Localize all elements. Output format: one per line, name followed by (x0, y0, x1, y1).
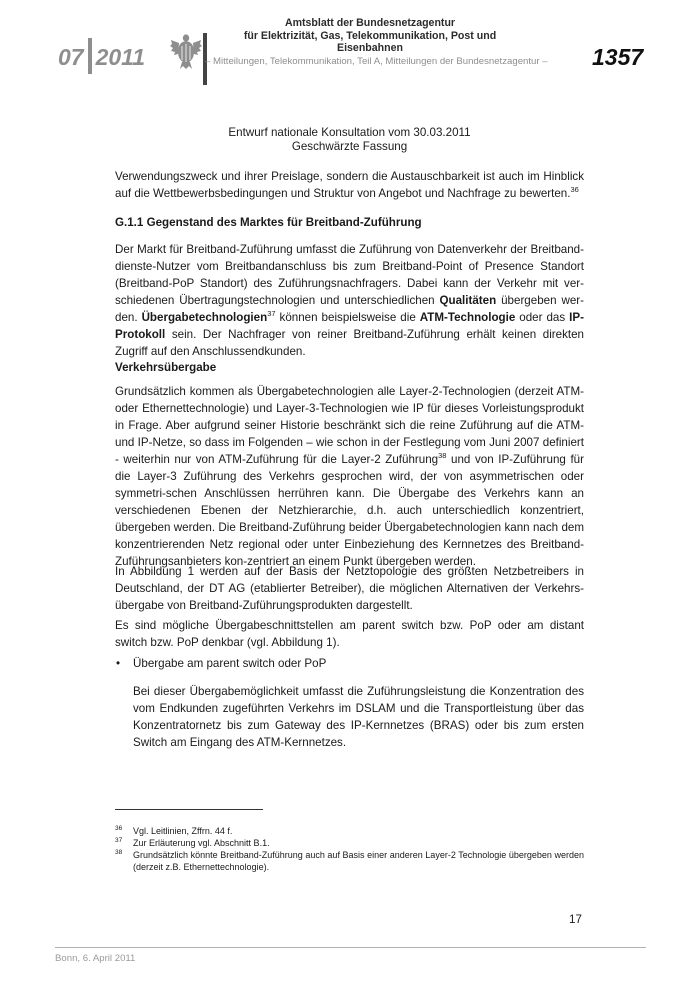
footnote-number: 36 (115, 825, 123, 832)
term-qualitaeten: Qualitäten (439, 294, 497, 307)
subheading-verkehrsuebergabe: Verkehrsübergabe (115, 361, 217, 374)
footnote-36 (115, 826, 584, 838)
bullet-symbol: • (116, 657, 121, 670)
parent-switch-paragraph: Bei dieser Übergabemöglichkeit umfasst die Zuführungsleistung die Konzentration des vom Endkunden zugeführten Verkehrs im DSLAM und die Transportleistung über das Konzentratornetz bis zum Gateway des IP-Kernnetzes (BRAS) oder bis zum ersten Switch am Eingang des ATM-Kernnetzes. (133, 685, 584, 749)
footer-date: Bonn, 6. April 2011 (55, 953, 136, 964)
footnote-text: Zur Erläuterung vgl. Abschnitt B.1. (133, 838, 270, 848)
intro-paragraph: Verwendungszweck und ihrer Preislage, sondern die Austauschbarkeit ist auch im Hinblick auf die Wettbewerbsbedingungen und Struktur von Angebot und Nachfrage zu bewerten.$^{36}$ (115, 170, 584, 200)
footer-divider (55, 947, 646, 948)
issue-year: 2011 (95, 44, 146, 71)
footnote-divider (115, 809, 263, 810)
gazette-subtitle: – Mitteilungen, Telekommunikation, Teil A, Mitteilungen der Bundesnetzagentur – (205, 56, 548, 67)
term-atm-technologie: ATM-Technologie (419, 311, 516, 324)
figure-paragraph: In Abbildung 1 werden auf der Basis der Netztopologie des größten Netzbetreibers in Deutschland, der DT AG (etablierter Betreiber), die möglichen Alternativen der Verkehrs-übergabe von Breitband-Zuführungsprodukten dargestellt. (115, 565, 584, 612)
footnote-ref-36: 36 (570, 185, 579, 194)
interfaces-paragraph: Es sind mögliche Übergabeschnittstellen am parent switch bzw. PoP oder am distant switch bzw. PoP denkbar (vgl. Abbildung 1). (115, 619, 584, 649)
draft-notice-line1: Entwurf nationale Konsultation vom 30.03.2011 (228, 126, 471, 139)
footnote-37 (115, 838, 584, 850)
bullet-item: Übergabe am parent switch oder PoP (133, 657, 327, 670)
gazette-title-line2: für Elektrizität, Gas, Telekommunikation, Post und Eisenbahnen (243, 29, 497, 54)
footnote-ref-37: 37 (267, 309, 276, 318)
draft-notice (115, 126, 584, 154)
gazette-page-number: 1357 (592, 44, 644, 70)
footnote-number: 37 (115, 837, 123, 844)
section-heading: G.1.1 Gegenstand des Marktes für Breitband-Zuführung (115, 216, 422, 229)
issue-separator (88, 38, 92, 74)
gazette-title-line1: Amtsblatt der Bundesnetzagentur (284, 17, 456, 29)
issue-label (58, 44, 145, 74)
federal-eagle-icon (170, 32, 202, 70)
draft-notice-line2: Geschwärzte Fassung (291, 140, 408, 153)
issue-number: 07 (58, 44, 84, 71)
footnote-text: Vgl. Leitlinien, Zffrn. 44 f. (133, 826, 233, 836)
footnote-38 (115, 850, 584, 873)
document-page-number: 17 (569, 913, 582, 926)
market-paragraph: Der Markt für Breitband-Zuführung umfasst die Zuführung von Datenverkehr der Breitband-dienste-Nutzer vom Breitbandanschluss bis zum Breitband-Point of Presence Standort (Breitband-PoP Standort) des Zuführungsnachfragers. Dabei kann der Verkehr mit ver-schiedenen Übertragungstechnologien und unterschiedlichen Qualitäten übergeben wer-den. Übergabetechnologien$^{37}$ können beispielsweise die ATM-Technologie oder das IP-Protokoll sein. Der Nachfrager von reiner Breitband-Zuführung erhält keinen direkten Zugriff auf den Anschlussendkunden. (115, 243, 584, 358)
term-ip-protokoll: IP-Protokoll (115, 311, 584, 341)
footnote-text: Grundsätzlich könnte Breitband-Zuführung auch auf Basis einer anderen Layer-2 Technologie übergeben werden (derzeit z.B. Ethernettechnologie). (133, 850, 584, 872)
footnote-ref-38: 38 (438, 451, 447, 460)
gazette-title (225, 17, 515, 55)
term-uebergabetechnologien: Übergabetechnologien (141, 311, 268, 324)
footnote-number: 38 (115, 849, 123, 856)
transfer-paragraph: Grundsätzlich kommen als Übergabetechnologien alle Layer-2-Technologien (derzeit ATM- oder Ethernettechnologie) und Layer-3-Technologien wie IP für dieses Vorleistungsprodukt in Frage. Aber aufgrund seiner Historie beschränkt sich die reine Zuführung auf die ATM- und IP-Netze, so dass im Folgenden – wie schon in der Festlegung vom Juni 2007 definiert - weiterhin nur von ATM-Zuführung für die Layer-2 Zuführung$^{38}$ und von IP-Zuführung für die Layer-3 Zuführung des Verkehrs gesprochen wird, der von asymmetrischen oder symmetri-schen Anschlüssen herrühren kann. Die Übergabe des Verkehrs kann an verschiedenen Ebenen der Netzhierarchie, d.h. auch unterschiedlich konzentriert, übergeben werden. Die Breitband-Zuführung beider Übergabetechnologien kann nach dem konzentrierenden Netz regional oder unter Einbeziehung des Kernnetzes des Breitband-Zuführungsanbieters kon-zentriert an einem Punkt übergeben werden. (115, 385, 584, 568)
